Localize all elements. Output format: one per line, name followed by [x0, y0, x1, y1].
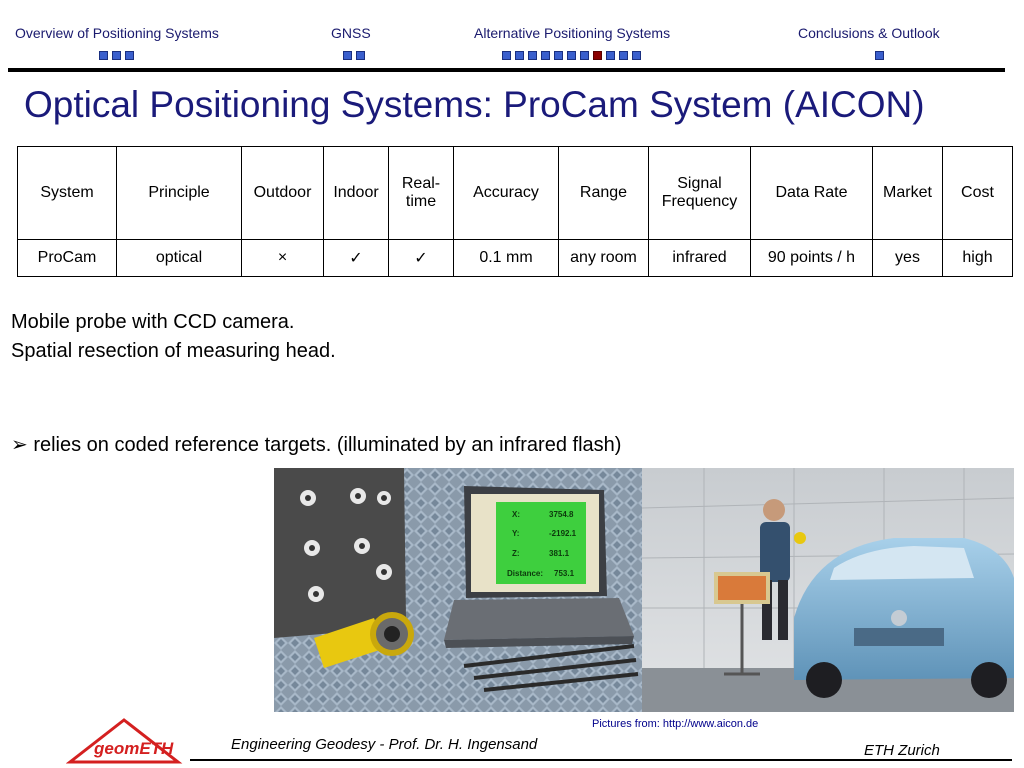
- table-row: [18, 240, 1013, 277]
- nav-dot[interactable]: [541, 51, 550, 60]
- nav-item-conclusions[interactable]: Conclusions & Outlook: [798, 25, 940, 41]
- nav-item-overview[interactable]: Overview of Positioning Systems: [15, 25, 219, 41]
- table-cell: infrared: [649, 240, 751, 277]
- table-cell-cross: ×: [242, 240, 324, 277]
- bullet-point: [11, 432, 621, 457]
- header-divider: [8, 68, 1005, 72]
- product-photos: [274, 468, 1014, 712]
- footer-institution: ETH Zurich: [864, 742, 940, 759]
- bullet-text: relies on coded reference targets. (illuminated by an infrared flash): [33, 434, 622, 456]
- body-line-1: Mobile probe with CCD camera.: [11, 311, 295, 333]
- section-navigation: [0, 0, 1024, 70]
- photo-credit: Pictures from: http://www.aicon.de: [592, 718, 759, 730]
- table-cell: optical: [117, 240, 242, 277]
- header-cell: Accuracy: [454, 147, 559, 240]
- nav-dot[interactable]: [502, 51, 511, 60]
- table-header-row: [18, 147, 1013, 240]
- table-cell-check: ✓: [324, 240, 389, 277]
- header-cell: Data Rate: [751, 147, 873, 240]
- distance-label: Distance:: [507, 569, 544, 578]
- y-value: -2192.1: [549, 529, 577, 538]
- nav-dot[interactable]: [875, 51, 884, 60]
- header-cell: System: [18, 147, 117, 240]
- nav-dot[interactable]: [99, 51, 108, 60]
- header-cell: Market: [873, 147, 943, 240]
- table-cell: 0.1 mm: [454, 240, 559, 277]
- distance-value: 753.1: [554, 569, 575, 578]
- equipment-photo: [274, 468, 642, 712]
- nav-progress-gnss: [343, 51, 365, 60]
- logo-text: geomETH: [94, 739, 174, 758]
- x-label: X:: [512, 510, 520, 519]
- z-value: 381.1: [549, 549, 570, 558]
- nav-dot-active[interactable]: [593, 51, 602, 60]
- nav-progress-alternative: [502, 51, 641, 60]
- nav-dot[interactable]: [125, 51, 134, 60]
- footer-divider: [190, 759, 1012, 761]
- nav-dot[interactable]: [554, 51, 563, 60]
- table-cell: any room: [559, 240, 649, 277]
- table-cell-check: ✓: [389, 240, 454, 277]
- nav-dot[interactable]: [356, 51, 365, 60]
- nav-item-gnss[interactable]: GNSS: [331, 25, 371, 41]
- table-cell: high: [943, 240, 1013, 277]
- car-measurement-photo: [642, 468, 1014, 712]
- header-cell: Cost: [943, 147, 1013, 240]
- nav-dot[interactable]: [580, 51, 589, 60]
- nav-item-alternative[interactable]: Alternative Positioning Systems: [474, 25, 671, 41]
- slide-title: Optical Positioning Systems: ProCam System (AICON): [24, 84, 925, 125]
- header-cell: Real- time: [389, 147, 454, 240]
- nav-dot[interactable]: [343, 51, 352, 60]
- header-cell: Range: [559, 147, 649, 240]
- x-value: 3754.8: [549, 510, 574, 519]
- nav-progress-overview: [99, 51, 134, 60]
- header-cell: Principle: [117, 147, 242, 240]
- nav-dot[interactable]: [515, 51, 524, 60]
- geometh-logo: [66, 716, 196, 766]
- header-cell: Signal Frequency: [649, 147, 751, 240]
- nav-dot[interactable]: [632, 51, 641, 60]
- table-cell: ProCam: [18, 240, 117, 277]
- z-label: Z:: [512, 549, 520, 558]
- nav-progress-conclusions: [875, 51, 884, 60]
- y-label: Y:: [512, 529, 520, 538]
- footer-author: Engineering Geodesy - Prof. Dr. H. Ingensand: [231, 736, 538, 753]
- header-cell: Indoor: [324, 147, 389, 240]
- table-cell: yes: [873, 240, 943, 277]
- nav-dot[interactable]: [606, 51, 615, 60]
- nav-dot[interactable]: [112, 51, 121, 60]
- comparison-table: [17, 146, 1013, 277]
- nav-dot[interactable]: [567, 51, 576, 60]
- nav-dot[interactable]: [528, 51, 537, 60]
- table-cell: 90 points / h: [751, 240, 873, 277]
- nav-dot[interactable]: [619, 51, 628, 60]
- header-cell: Outdoor: [242, 147, 324, 240]
- bullet-arrow-icon: ➢: [11, 434, 28, 456]
- body-line-2: Spatial resection of measuring head.: [11, 340, 336, 362]
